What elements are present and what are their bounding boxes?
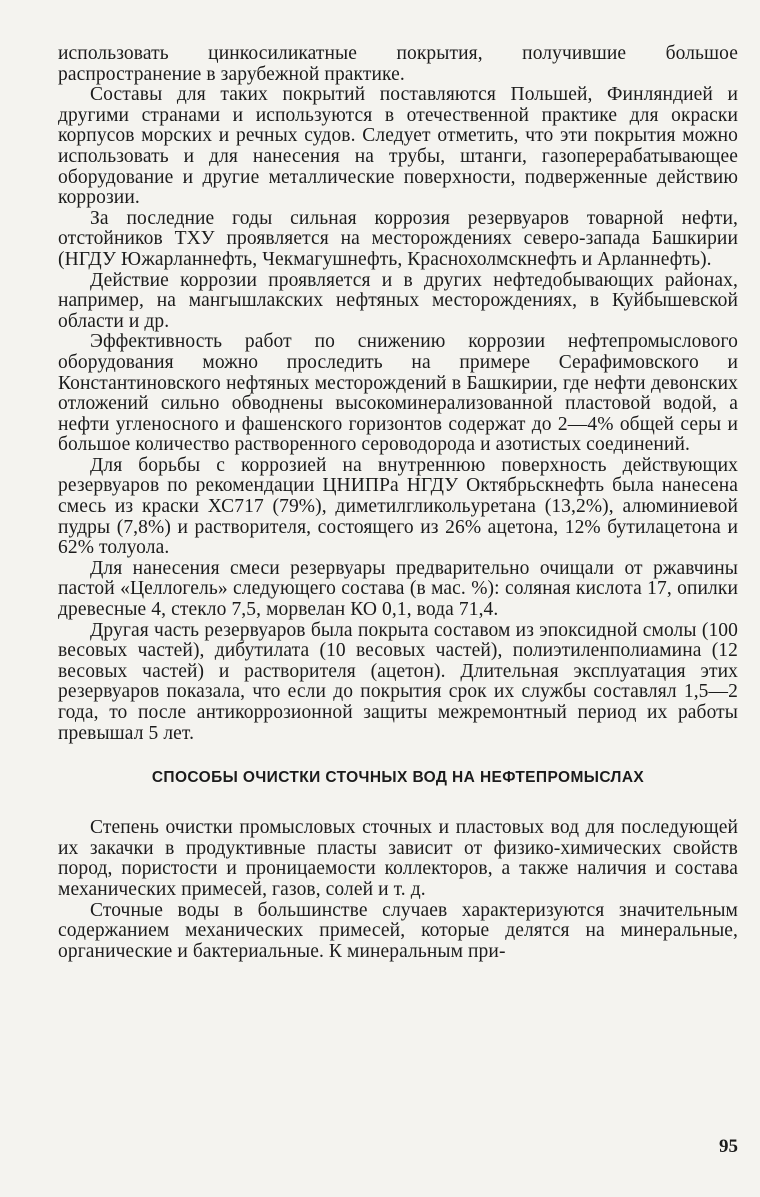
book-page [58,44,738,962]
body-text-top [58,44,738,744]
paragraph: Сточные воды в большинстве случаев характеризуются значительным содержанием механических примесей, которые делятся на минеральные, органические и бактериальные. К минеральным при- [58,899,738,962]
paragraph: Другая часть резервуаров была покрыта составом из эпоксидной смолы (100 весовых частей), дибутилата (10 весовых частей), полиэтиленполиамина (12 весовых частей) и растворителя (ацетон). Длительная эксплуатация этих резервуаров показала, что если до покрытия срок их службы составлял 1,5—2 года, то после антикоррозионной защиты межремонтный период их работы превышал 5 лет. [58,619,738,744]
paragraph: Действие коррозии проявляется и в других нефтедобывающих районах, например, на мангышлакских нефтяных месторождениях, в Куйбышевской области и др. [58,269,738,332]
paragraph: Для борьбы с коррозией на внутреннюю поверхность действующих резервуаров по рекомендации ЦНИПРа НГДУ Октябрьскнефть была нанесена смесь из краски ХС717 (79%), диметилгликольуретана (13,2%), алюминиевой пудры (7,8%) и растворителя, состоящего из 26% ацетона, 12% бутилацетона и 62% толуола. [58,454,738,559]
paragraph: Степень очистки промысловых сточных и пластовых вод для последующей их закачки в продуктивные пласты зависит от физико-химических свойств пород, пористости и проницаемости коллекторов, а также наличия и состава механических примесей, газов, солей и т. д. [58,817,738,900]
paragraph: За последние годы сильная коррозия резервуаров товарной нефти, отстойников ТХУ проявляется на месторождениях северо-запада Башкирии (НГДУ Южарланнефть, Чекмагушнефть, Краснохолмскнефть и Арланнефть). [58,207,738,270]
paragraph: Составы для таких покрытий поставляются Польшей, Финляндией и другими странами и используются в отечественной практике для окраски корпусов морских и речных судов. Следует отметить, что эти покрытия можно использовать и для нанесения на трубы, штанги, газоперерабатывающее оборудование и другие металлические поверхности, подверженные действию коррозии. [58,84,738,209]
section-heading: СПОСОБЫ ОЧИСТКИ СТОЧНЫХ ВОД НА НЕФТЕПРОМЫСЛАХ [151,769,645,787]
page-number: 95 [719,1136,738,1157]
paragraph: использовать цинкосиликатные покрытия, получившие большое распространение в зарубежной практике. [58,43,738,85]
paragraph: Эффективность работ по снижению коррозии нефтепромыслового оборудования можно проследить на примере Серафимовского и Константиновского нефтяных месторождений в Башкирии, где нефти девонских отложений сильно обводнены высокоминерализованной пластовой водой, а нефти угленосного и фашенского горизонтов содержат до 2—4% общей серы и большое количество растворенного сероводорода и азотистых соединений. [58,331,738,456]
body-text-bottom [58,818,738,962]
paragraph: Для нанесения смеси резервуары предварительно очищали от ржавчины пастой «Целлогель» следующего состава (в мас. %): соляная кислота 17, опилки древесные 4, стекло 7,5, морвелан КО 0,1, вода 71,4. [58,557,738,621]
